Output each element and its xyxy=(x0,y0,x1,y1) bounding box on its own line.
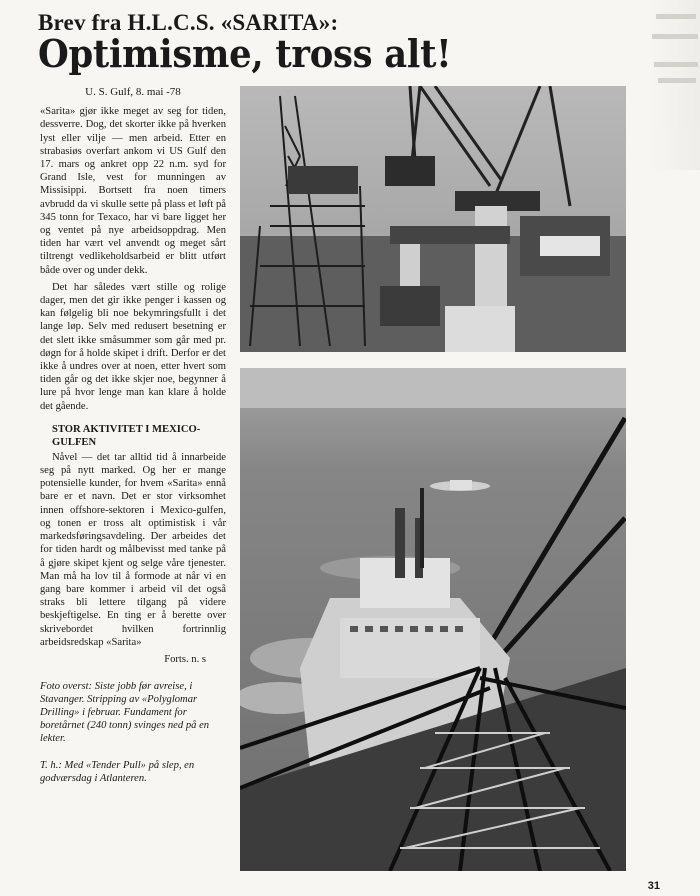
section-subheading: STOR AKTIVITET I MEXICO-GULFEN xyxy=(52,423,201,448)
article-headline: Optimisme, tross alt! xyxy=(38,31,452,76)
crane-platform-photo xyxy=(240,86,626,352)
body-paragraph-1: «Sarita» gjør ikke meget av seg for tiden, dessverre. Dog, det skorter ikke på hverken lyst eller vilje — men arbeid. Etter en strabasiøs overfart ankom vi US Gulf den 17. mars og ankret opp 22 n.m. syd for Grand Isle, vest for munningen av Missisippi. Bortsett fra noen timers avbrudd da vi skulle sette på plass et løft på 345 tonn for Texaco, har vi bare ligget her og ventet på nye arbeidsoppdrag. Men tiden har vært vel anvendt og meget sårt tiltrengt vedlikeholdsarbeid er blitt utført både over og under dekk. xyxy=(40,106,226,276)
continued-notice: Forts. n. s xyxy=(164,653,206,665)
ship-deck-aerial-photo xyxy=(240,368,626,871)
photo-caption-right: T. h.: Med «Tender Pull» på slep, en godværsdag i Atlanteren. xyxy=(40,760,195,785)
dateline: U. S. Gulf, 8. mai -78 xyxy=(85,86,181,98)
page-number: 31 xyxy=(647,880,660,892)
body-paragraph-3: Nåvel — det tar alltid tid å innarbeide seg på nytt marked. Og her er mange potensielle kunder, for hvem «Sarita» ennå bare er et navn. Det er stor virksomhet innen offshore-sektoren i Mexico-gulfen, og tonen er tross alt optimistisk i vår markedsføringsavdeling. Der arbeides det for tiden hardt og målbevisst med tanke på å gjøre skipet kjent og selge våre tjenester. Man må ha lov til å formode at når vi en gang bare kommer i arbeid vil det også straks bli lettere tilgang på videre beskjeftigelse. En ting er å berette over skrivebordet hvilken fortrinnlig arbeidsredskap «Sarita» xyxy=(40,451,226,648)
article-body-column xyxy=(40,86,226,785)
article-kicker: Brev fra H.L.C.S. «SARITA»: xyxy=(38,10,339,35)
photo-caption-top: Foto overst: Siste jobb før avreise, i Stavanger. Stripping av «Polyglomar Drilling» i februar. Fundament for boretårnet (240 tonn) svinges ned på en lekter. xyxy=(40,681,210,745)
facing-page-bleed xyxy=(648,0,700,170)
body-paragraph-2: Det har således vært stille og rolige dager, men det gir ikke penger i kassen og kan følgelig bli noe bekymringsfullt i det lange løp. Selv med redusert besetning er det slett ikke småsummer som går med pr. døgn for å holde skipet i drift. Derfor er det ikke å undres over at noen, etter hvert som tiden går og det ikke skjer noe, begynner å lure på hvor lenge man kan klare å holde det gående. xyxy=(40,281,226,412)
